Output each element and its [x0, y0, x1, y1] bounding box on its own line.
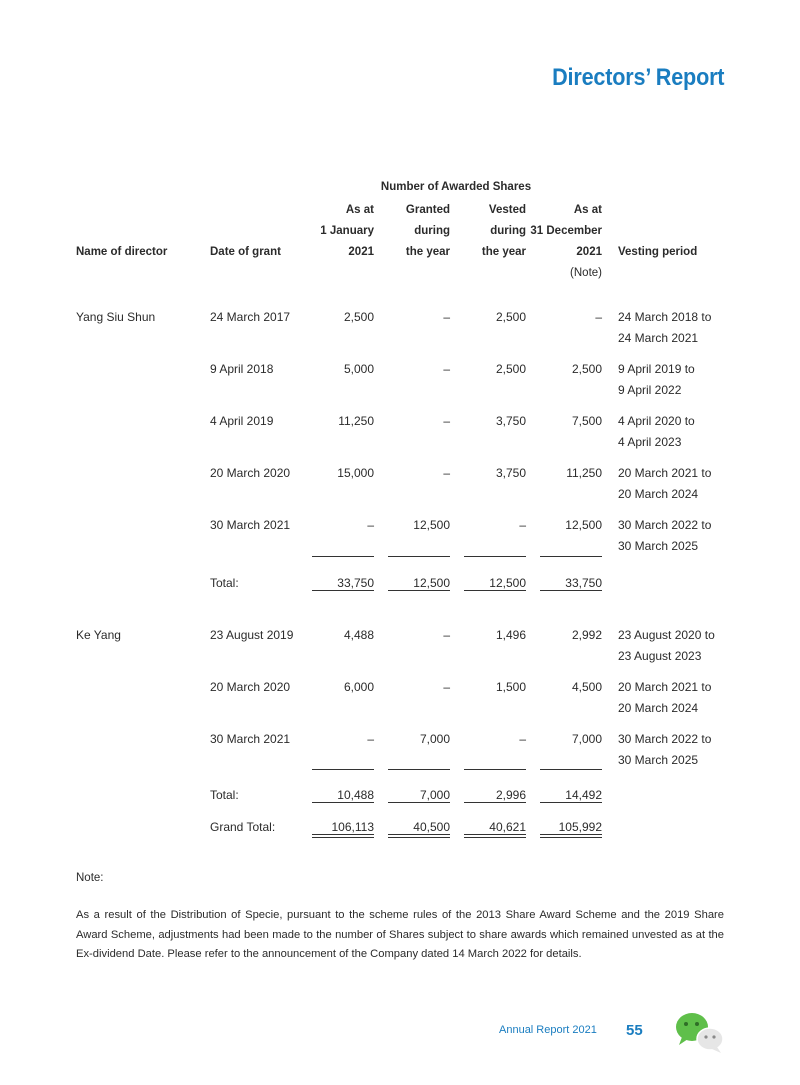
vesting-period-line1: 20 March 2021 to — [618, 466, 712, 480]
subtotal-rule-top — [540, 769, 602, 770]
cell-jan: 4,488 — [343, 628, 374, 642]
col-jan-line3: 2021 — [348, 246, 374, 258]
cell-dec: 4,500 — [571, 680, 602, 694]
grant-date: 24 March 2017 — [210, 310, 291, 324]
grant-date: 20 March 2020 — [210, 466, 291, 480]
cell-vested: 2,500 — [495, 362, 526, 376]
cell-jan: – — [367, 732, 374, 746]
subtotal-rule-bottom — [464, 802, 526, 803]
total-granted: 7,000 — [419, 788, 450, 802]
col-granted-line3: the year — [405, 246, 450, 258]
cell-granted: 7,000 — [419, 732, 450, 746]
total-dec: 14,492 — [565, 788, 602, 802]
subtotal-rule-bottom — [464, 590, 526, 591]
subtotal-rule-top — [312, 556, 374, 557]
subtotal-rule-bottom — [388, 590, 450, 591]
grand-total-rule-2 — [312, 837, 374, 838]
col-dec-line3: 2021 — [576, 246, 602, 258]
director-name: Yang Siu Shun — [76, 310, 156, 324]
col-dec-note: (Note) — [570, 267, 602, 279]
subtotal-rule-top — [540, 556, 602, 557]
grand-total-rule-1 — [312, 834, 374, 835]
vesting-period-line2: 9 April 2022 — [618, 383, 682, 397]
total-label: Total: — [210, 788, 239, 802]
cell-vested: 3,750 — [495, 466, 526, 480]
cell-dec: 7,500 — [571, 414, 602, 428]
vesting-period-line1: 23 August 2020 to — [618, 628, 715, 642]
grand-total-vested: 40,621 — [489, 820, 526, 834]
cell-vested: 2,500 — [495, 310, 526, 324]
note-label: Note: — [76, 872, 104, 884]
cell-dec: 2,500 — [571, 362, 602, 376]
total-jan: 33,750 — [337, 576, 374, 590]
subtotal-rule-top — [464, 769, 526, 770]
footer-report-label: Annual Report 2021 — [499, 1024, 597, 1036]
grand-total-rule-1 — [388, 834, 450, 835]
col-date-header: Date of grant — [210, 246, 281, 258]
cell-granted: 12,500 — [413, 518, 450, 532]
page-title: Directors’ Report — [551, 64, 724, 91]
cell-jan: 15,000 — [337, 466, 374, 480]
vesting-period-line2: 20 March 2024 — [618, 701, 699, 715]
subtotal-rule-top — [312, 769, 374, 770]
subtotal-rule-bottom — [312, 802, 374, 803]
total-vested: 2,996 — [495, 788, 526, 802]
total-jan: 10,488 — [337, 788, 374, 802]
page-number: 55 — [626, 1022, 643, 1039]
col-dec-line1: As at — [573, 204, 602, 216]
col-vested-line2: during — [490, 225, 526, 237]
subtotal-rule-bottom — [312, 590, 374, 591]
grand-total-rule-1 — [540, 834, 602, 835]
director-name: Ke Yang — [76, 628, 121, 642]
vesting-period-line1: 24 March 2018 to — [618, 310, 712, 324]
grand-total-dec: 105,992 — [558, 820, 602, 834]
total-granted: 12,500 — [413, 576, 450, 590]
vesting-period-line2: 30 March 2025 — [618, 539, 699, 553]
cell-granted: – — [443, 628, 450, 642]
cell-granted: – — [443, 466, 450, 480]
cell-jan: 2,500 — [343, 310, 374, 324]
cell-granted: – — [443, 310, 450, 324]
total-vested: 12,500 — [489, 576, 526, 590]
grand-total-label: Grand Total: — [210, 820, 276, 834]
col-jan-line1: As at — [345, 204, 374, 216]
grant-date: 20 March 2020 — [210, 680, 291, 694]
vesting-period-line1: 9 April 2019 to — [618, 362, 695, 376]
cell-granted: – — [443, 362, 450, 376]
subtotal-rule-bottom — [540, 802, 602, 803]
subtotal-rule-bottom — [388, 802, 450, 803]
col-vested-line3: the year — [481, 246, 526, 258]
subtotal-rule-bottom — [540, 590, 602, 591]
grant-date: 9 April 2018 — [210, 362, 274, 376]
cell-jan: 6,000 — [343, 680, 374, 694]
cell-vested: 3,750 — [495, 414, 526, 428]
vesting-period-line1: 20 March 2021 to — [618, 680, 712, 694]
cell-dec: 7,000 — [571, 732, 602, 746]
grant-date: 4 April 2019 — [210, 414, 274, 428]
group-header: Number of Awarded Shares — [380, 181, 532, 193]
vesting-period-line2: 20 March 2024 — [618, 487, 699, 501]
cell-jan: – — [367, 518, 374, 532]
subtotal-rule-top — [464, 556, 526, 557]
cell-jan: 5,000 — [343, 362, 374, 376]
vesting-period-line1: 30 March 2022 to — [618, 518, 712, 532]
cell-granted: – — [443, 414, 450, 428]
col-dec-line2: 31 December — [530, 225, 602, 237]
vesting-period-line2: 23 August 2023 — [618, 649, 702, 663]
grand-total-rule-2 — [540, 837, 602, 838]
grand-total-jan: 106,113 — [331, 820, 374, 834]
cell-dec: – — [595, 310, 602, 324]
vesting-period-line2: 4 April 2023 — [618, 435, 682, 449]
grand-total-rule-2 — [388, 837, 450, 838]
cell-dec: 11,250 — [566, 466, 602, 480]
vesting-period-line1: 4 April 2020 to — [618, 414, 695, 428]
grant-date: 30 March 2021 — [210, 732, 291, 746]
cell-granted: – — [443, 680, 450, 694]
cell-vested: 1,500 — [495, 680, 526, 694]
col-vested-line1: Vested — [488, 204, 526, 216]
cell-vested: 1,496 — [495, 628, 526, 642]
col-granted-line2: during — [414, 225, 450, 237]
total-label: Total: — [210, 576, 239, 590]
wechat-icon — [672, 1010, 728, 1054]
grand-total-granted: 40,500 — [413, 820, 450, 834]
col-granted-line1: Granted — [405, 204, 450, 216]
vesting-period-line2: 24 March 2021 — [618, 331, 699, 345]
vesting-period-line1: 30 March 2022 to — [618, 732, 712, 746]
subtotal-rule-top — [388, 769, 450, 770]
grant-date: 23 August 2019 — [210, 628, 294, 642]
grand-total-rule-1 — [464, 834, 526, 835]
total-dec: 33,750 — [565, 576, 602, 590]
cell-vested: – — [519, 732, 526, 746]
col-jan-line2: 1 January — [320, 225, 374, 237]
cell-dec: 12,500 — [565, 518, 602, 532]
col-name-header: Name of director — [76, 246, 168, 258]
grand-total-rule-2 — [464, 837, 526, 838]
grant-date: 30 March 2021 — [210, 518, 291, 532]
cell-jan: 11,250 — [338, 414, 374, 428]
subtotal-rule-top — [388, 556, 450, 557]
cell-dec: 2,992 — [571, 628, 602, 642]
col-period-header: Vesting period — [618, 246, 698, 258]
vesting-period-line2: 30 March 2025 — [618, 753, 699, 767]
cell-vested: – — [519, 518, 526, 532]
note-text: As a result of the Distribution of Specie, pursuant to the scheme rules of the 2013 Share Award Scheme and the 2019 Share Award Scheme, adjustments had been made to the number of Shares subject to share awards which remained unvested as at the Ex-dividend Date. Please refer to the announcement of the Company dated 14 March 2022 for details. — [76, 909, 724, 960]
